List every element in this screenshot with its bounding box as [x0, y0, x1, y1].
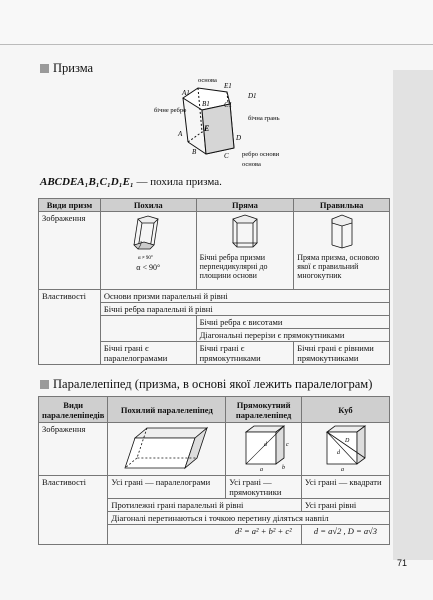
oblique-parallelepiped-icon — [117, 424, 217, 470]
angle-label: α < 90° — [136, 263, 161, 272]
oblique-prism-icon — [118, 213, 178, 261]
rectangular-parallelepiped-cell — [226, 423, 302, 476]
section-prism-title: Призма — [53, 61, 94, 75]
row-label: Зображення — [39, 212, 101, 290]
label-A: A — [178, 130, 183, 138]
rect-label-b: b — [281, 465, 285, 471]
bullet-square-icon — [40, 64, 49, 73]
property-cell: Бічні грані є прямокутниками — [196, 342, 294, 365]
property-cell: Бічні грані є паралелограмами — [100, 342, 196, 365]
rect-label-d: d — [263, 442, 267, 448]
label-B: B — [192, 148, 197, 156]
bullet-square-icon — [40, 380, 49, 389]
top-margin — [0, 0, 433, 44]
section-parallelepiped-title: Паралелепіпед (призма, в основі якої лежить паралелограм) — [53, 377, 373, 391]
prism-diagram — [140, 74, 280, 174]
prism-caption — [40, 176, 222, 188]
table-header-row — [39, 397, 390, 423]
label-bichna-gran: бічна грань — [248, 115, 280, 122]
row-label: Зображення — [39, 423, 108, 476]
row-label: Властивості — [39, 290, 101, 365]
header-cell: Види призм — [39, 199, 101, 212]
prism-types-table — [38, 198, 390, 365]
property-cell: Основи призми паралельні й рівні — [100, 290, 389, 303]
table-header-row — [39, 199, 390, 212]
header-cell: Пряма — [196, 199, 294, 212]
label-D1: D1 — [248, 92, 257, 100]
caption-text: — похила призма. — [136, 176, 222, 188]
rectangular-parallelepiped-icon — [236, 424, 292, 472]
label-osnova-bottom: основа — [242, 161, 261, 168]
header-cell: Правильна — [294, 199, 390, 212]
header-cell: Похила — [100, 199, 196, 212]
label-E1: E1 — [224, 82, 232, 90]
right-prism-cell — [196, 212, 294, 290]
section-prism-heading — [40, 61, 93, 76]
table-row-images — [39, 212, 390, 290]
label-C: C — [224, 152, 229, 160]
label-D: D — [236, 134, 242, 142]
oblique-parallelepiped-cell — [108, 423, 226, 476]
property-cell: Бічні ребра паралельні й рівні — [100, 303, 389, 316]
caption-formula: ABCDEA₁B₁C₁D₁E₁ — [40, 176, 134, 188]
property-cell: Діагоналі перетинаються і точкою перетину діляться навпіл — [108, 512, 390, 525]
oblique-prism-cell — [100, 212, 196, 290]
cube-cell — [301, 423, 389, 476]
label-E: E — [204, 124, 210, 133]
angle-small-label: α ≠ 90° — [138, 256, 154, 261]
right-prism-icon — [225, 213, 265, 251]
label-B1: B1 — [202, 100, 210, 108]
label-rebro-osnovy: ребро основи — [242, 151, 280, 158]
property-cell: Усі грані — паралелограми — [108, 476, 226, 499]
label-A1: A1 — [182, 89, 190, 97]
rect-label-a: a — [259, 467, 263, 472]
property-cell: Усі грані рівні — [301, 499, 389, 512]
page-number: 71 — [397, 558, 408, 568]
header-cell: Види паралелепіпедів — [39, 397, 108, 423]
table-row-images — [39, 423, 390, 476]
header-cell: Куб — [301, 397, 389, 423]
right-prism-text: Бічні ребра призми перпендикулярні до площини основи — [199, 253, 268, 280]
header-cell: Прямокутний паралелепіпед — [226, 397, 302, 423]
section-parallelepiped-heading — [40, 377, 372, 392]
property-cell: Протилежні грані паралельні й рівні — [108, 499, 302, 512]
property-cell: Бічні ребра є висотами — [196, 316, 389, 329]
regular-prism-text: Пряма призма, основою якої є правильний многокутник — [297, 253, 380, 280]
property-cell: Бічні грані є рівними прямокутниками — [294, 342, 390, 365]
property-cell: Усі грані — квадрати — [301, 476, 389, 499]
formula-cube: d = a√2 , D = a√3 — [301, 525, 389, 545]
header-cell: Похилий паралелепіпед — [108, 397, 226, 423]
rect-label-c: c — [285, 442, 289, 448]
cube-label-d: d — [337, 450, 341, 456]
label-osnova-top: основа — [198, 77, 217, 84]
label-C1: C1 — [224, 101, 233, 109]
formula-rect: d² = a² + b² + c² — [226, 525, 302, 545]
table-row — [39, 476, 390, 499]
label-bichne-rebro: бічне ребро — [154, 107, 187, 114]
cube-label-a: a — [341, 467, 345, 472]
cube-icon — [315, 424, 375, 472]
property-cell: Діагональні перерізи є прямокутниками — [196, 329, 389, 342]
property-cell: Усі грані — прямокутники — [226, 476, 302, 499]
parallelepiped-table — [38, 396, 390, 545]
right-margin-strip — [393, 70, 433, 560]
table-row — [39, 290, 390, 303]
regular-prism-cell — [294, 212, 390, 290]
regular-prism-icon — [322, 213, 362, 251]
row-label: Властивості — [39, 476, 108, 545]
cube-label-D: D — [345, 438, 350, 444]
